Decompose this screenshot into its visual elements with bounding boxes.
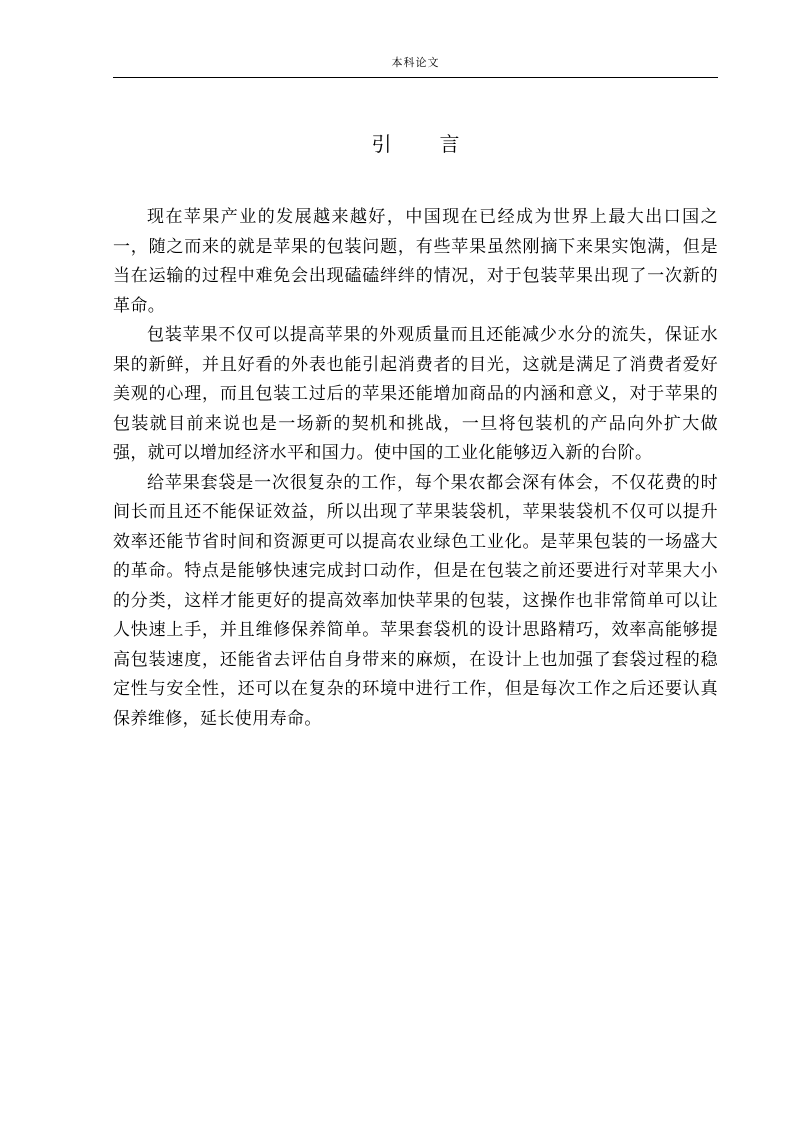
- header-title: 本科论文: [391, 56, 440, 69]
- section-title-char-2: 言: [439, 132, 460, 156]
- paragraph-3: 给苹果套袋是一次很复杂的工作，每个果农都会深有体会，不仅花费的时间长而且还不能保证效益，所以出现了苹果装袋机，苹果装袋机不仅可以提升效率还能节省时间和资源更可以提高农业绿色工业化。是苹果包装的一场盛大的革命。特点是能够快速完成封口动作，但是在包装之前还要进行对苹果大小的分类，这样才能更好的提高效率加快苹果的包装，这操作也非常简单可以让人快速上手，并且维修保养简单。苹果套袋机的设计思路精巧，效率高能够提高包装速度，还能省去评估自身带来的麻烦，在设计上也加强了套袋过程的稳定性与安全性，还可以在复杂的环境中进行工作，但是每次工作之后还要认真保养维修，延长使用寿命。: [113, 472, 718, 729]
- page-header: [113, 53, 718, 78]
- paragraph-2: 包装苹果不仅可以提高苹果的外观质量而且还能减少水分的流失，保证水果的新鲜，并且好看的外表也能引起消费者的目光，这就是满足了消费者爱好美观的心理，而且包装工过后的苹果还能增加商品的内涵和意义，对于苹果的包装就目前来说也是一场新的契机和挑战，一旦将包装机的产品向外扩大做强，就可以增加经济水平和国力。使中国的工业化能够迈入新的台阶。: [113, 325, 718, 463]
- section-title: [113, 131, 718, 157]
- section-title-char-1: 引: [371, 132, 392, 156]
- body-content: [113, 203, 718, 734]
- paragraph-1: 现在苹果产业的发展越来越好，中国现在已经成为世界上最大出口国之一，随之而来的就是苹果的包装问题，有些苹果虽然刚摘下来果实饱满，但是当在运输的过程中难免会出现磕磕绊绊的情况，对于包装苹果出现了一次新的革命。: [113, 207, 718, 316]
